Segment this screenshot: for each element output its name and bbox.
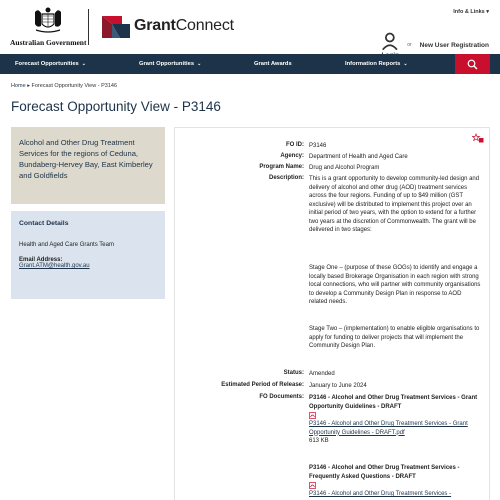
document-size: 613 KB [309, 438, 329, 444]
brand-connect: Connect [175, 17, 234, 34]
chevron-down-icon: ⌄ [81, 61, 86, 67]
details-panel [174, 127, 490, 500]
site-header [0, 0, 500, 54]
breadcrumb-current: Forecast Opportunity View - P3146 [31, 83, 117, 89]
status-label: Status: [283, 370, 304, 376]
nav-forecast-opportunities[interactable] [0, 54, 124, 74]
contact-panel [11, 211, 165, 299]
summary-title: Alcohol and Other Drug Treatment Services for the regions of Ceduna, Bundaberg-Hervey Bay, East Kimberley and Goldfields [19, 138, 153, 180]
document-title: P3146 - Alcohol and Other Drug Treatment Services - Frequently Asked Questions - DRAFT [309, 465, 460, 480]
main-nav [0, 54, 500, 74]
header-divider [88, 9, 89, 45]
chevron-down-icon: ▾ [486, 9, 489, 15]
info-links-menu[interactable] [453, 9, 489, 15]
fo-id-value: P3146 [309, 143, 327, 149]
program-label: Program Name: [259, 164, 304, 170]
breadcrumb-home[interactable]: Home [11, 83, 26, 89]
info-links-label: Info & Links [453, 9, 485, 15]
period-value: January to June 2024 [309, 383, 367, 389]
user-icon [381, 32, 399, 50]
search-icon [467, 59, 478, 70]
email-label: Email Address: [19, 257, 63, 263]
register-link[interactable]: New User Registration [419, 41, 489, 49]
document-link[interactable]: P3146 - Alcohol and Other Drug Treatment Services - [309, 491, 452, 497]
nav-label: Information Reports [345, 61, 401, 67]
grantconnect-wordmark[interactable] [134, 17, 234, 35]
email-link[interactable]: Grant.ATM@health.gov.au [19, 263, 90, 269]
pdf-icon [309, 482, 316, 489]
page-title: Forecast Opportunity View - P3146 [11, 99, 221, 114]
or-text: or [407, 42, 412, 49]
period-label: Estimated Period of Release: [221, 382, 304, 388]
description-p3: Stage Two – (implementation) to enable eligible organisations to apply for funding to deliver projects that will implement the Community Design Plan. [309, 326, 480, 349]
contact-title: Contact Details [19, 220, 69, 227]
nav-label: Forecast Opportunities [15, 61, 79, 67]
agency-value: Department of Health and Aged Care [309, 154, 408, 160]
nav-grant-awards[interactable] [239, 54, 330, 74]
pdf-icon [309, 412, 316, 419]
australian-government-logo[interactable] [10, 6, 87, 47]
program-value: Drug and Alcohol Program [309, 165, 380, 171]
gov-name: Australian Government [10, 38, 87, 47]
grantconnect-logo-icon[interactable] [100, 12, 134, 42]
nav-information-reports[interactable] [330, 54, 430, 74]
nav-label: Grant Awards [254, 61, 292, 67]
breadcrumb-separator-icon: ▸ [27, 83, 30, 89]
contact-team: Health and Aged Care Grants Team [19, 242, 114, 248]
document-title: P3146 - Alcohol and Other Drug Treatment Services - Grant Opportunity Guidelines - DRAFT [309, 395, 478, 410]
brand-grant: Grant [134, 17, 176, 34]
status-value: Amended [309, 371, 335, 377]
coat-of-arms-icon [32, 6, 64, 36]
documents-label: FO Documents: [259, 394, 304, 400]
chevron-down-icon: ⌄ [197, 61, 202, 67]
nav-grant-opportunities[interactable] [124, 54, 239, 74]
chevron-down-icon: ⌄ [403, 61, 408, 67]
breadcrumb [11, 83, 117, 89]
document-item [309, 394, 481, 446]
description-p1: This is a grant opportunity to develop community-led design and delivery of alcohol and other drug (AOD) treatment services across the four regions. Funding of up to $49 million (GST exclusive) will be distributed to implement this project over an initial period of two years, with the option to extend for a further two years at the discretion of Commonwealth. The grant will be delivered in two stages: [309, 176, 480, 233]
nav-label: Grant Opportunities [139, 61, 195, 67]
summary-panel [11, 127, 165, 204]
search-button[interactable] [455, 54, 490, 74]
agency-label: Agency: [280, 153, 304, 159]
description-p2: Stage One – (purpose of these GOGs) to identify and engage a locally based Brokerage Organisation in each region with strong local connections, who will partner with community organisations to develop a Community Design Plan in response to AOD related needs. [309, 265, 481, 305]
fo-id-label: FO ID: [286, 142, 304, 148]
description-label: Description: [268, 175, 304, 181]
document-link[interactable]: P3146 - Alcohol and Other Drug Treatment Services - Grant Opportunity Guidelines - DRAFT.pdf [309, 421, 468, 436]
document-item [309, 464, 481, 499]
